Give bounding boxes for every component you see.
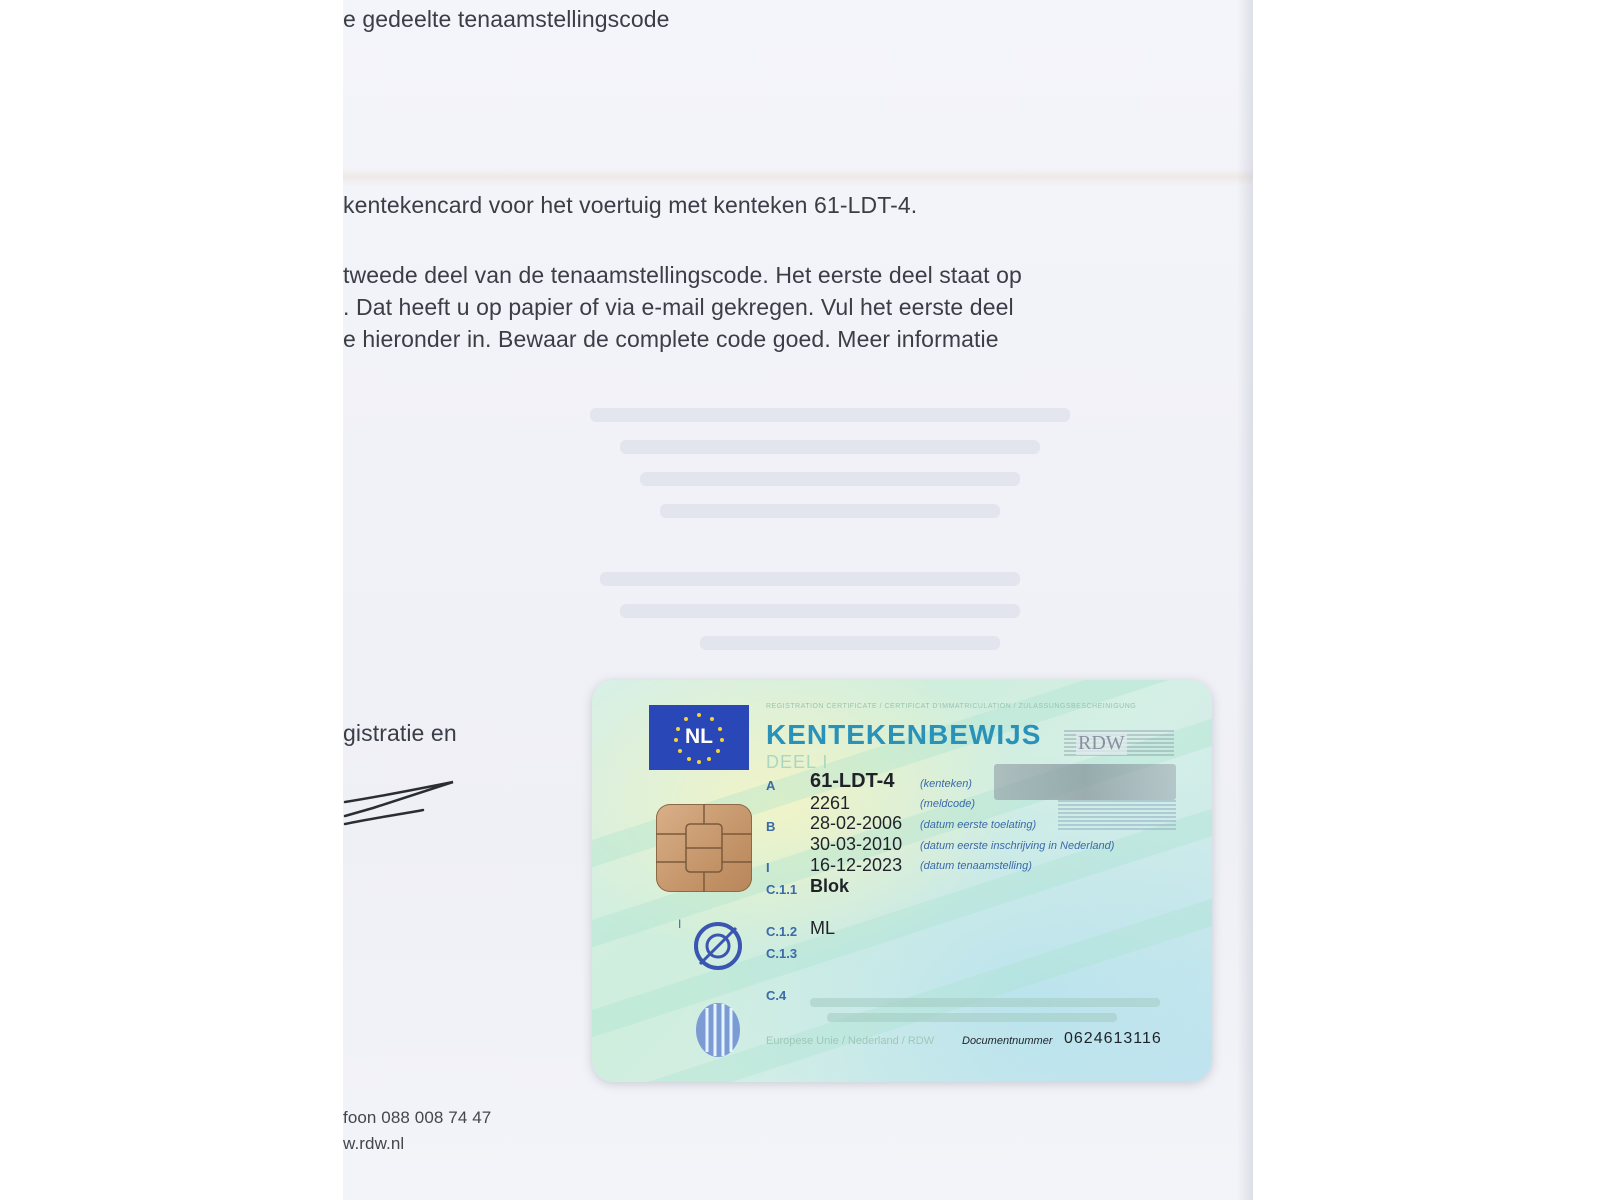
registration-number: 61-LDT-4	[810, 770, 895, 792]
show-through-text	[600, 572, 1020, 586]
first-admission-date: 28-02-2006	[810, 813, 903, 833]
issuer-footer: Europese Unie / Nederland / RDW	[766, 1035, 935, 1047]
letter-line-2: tweede deel van de tenaamstellingscode. Het eerste deel staat op	[343, 262, 1022, 288]
show-through-text	[640, 472, 1020, 486]
card-subtitle: DEEL I	[766, 752, 829, 772]
holder-initials: ML	[810, 918, 836, 938]
rdw-logo-text: RDW	[1078, 732, 1125, 754]
card-note	[827, 1013, 1117, 1022]
registration-card	[592, 680, 1212, 1082]
seal-label: I	[678, 917, 682, 931]
registration-date: 16-12-2023	[810, 855, 903, 875]
letter-line-1: kentekencard voor het voertuig met kenteken 61-LDT-4.	[343, 192, 918, 218]
row-description: (datum eerste toelating)	[920, 819, 1037, 831]
row-code: C.1.2	[766, 924, 798, 939]
row-code: A	[766, 778, 776, 793]
row-code: C.4	[766, 988, 787, 1003]
card-title: KENTEKENBEWIJS	[766, 719, 1042, 750]
card-header-line: REGISTRATION CERTIFICATE / CERTIFICAT D'IMMATRICULATION / ZULASSUNGSBESCHEINIGUNG	[766, 703, 1137, 710]
letter-line-3: . Dat heeft u op papier of via e-mail gekregen. Vul het eerste deel	[343, 294, 1014, 320]
row-code: C.1.3	[766, 946, 798, 961]
country-code: NL	[685, 725, 713, 748]
row-description: (datum tenaamstelling)	[920, 860, 1032, 872]
card-note	[810, 998, 1160, 1007]
hologram-icon	[693, 1000, 743, 1060]
letter-signoff: gistratie en	[343, 720, 457, 746]
letter-line-4: e hieronder in. Bewaar de complete code goed. Meer informatie	[343, 326, 999, 352]
security-pattern	[1058, 800, 1176, 830]
letter-heading: e gedeelte tenaamstellingscode	[343, 6, 670, 32]
security-seal-icon	[692, 920, 744, 972]
document-number: 0624613116	[1064, 1030, 1162, 1047]
signature	[343, 780, 463, 840]
row-code: I	[766, 860, 770, 875]
paper-edge-shadow	[1237, 0, 1253, 1200]
document-number-label: Documentnummer	[962, 1035, 1053, 1047]
row-description: (datum eerste inschrijving in Nederland)	[920, 840, 1115, 852]
show-through-text	[660, 504, 1000, 518]
eu-flag-icon	[649, 705, 749, 770]
holder-surname: Blok	[810, 876, 850, 896]
row-code: C.1.1	[766, 882, 798, 897]
letter-phone: foon 088 008 74 47	[343, 1108, 492, 1127]
show-through-text	[620, 440, 1040, 454]
show-through-text	[700, 636, 1000, 650]
letter-website: w.rdw.nl	[343, 1134, 405, 1153]
rdw-logo	[1064, 730, 1174, 758]
report-code: 2261	[810, 793, 851, 813]
blurred-field	[994, 764, 1176, 800]
first-registration-nl-date: 30-03-2010	[810, 834, 903, 854]
show-through-text	[590, 408, 1070, 422]
chip-icon	[656, 804, 752, 892]
row-description: (meldcode)	[920, 798, 976, 810]
row-code: B	[766, 819, 776, 834]
row-description: (kenteken)	[920, 778, 972, 790]
paper-fold	[343, 168, 1253, 186]
show-through-text	[620, 604, 1020, 618]
